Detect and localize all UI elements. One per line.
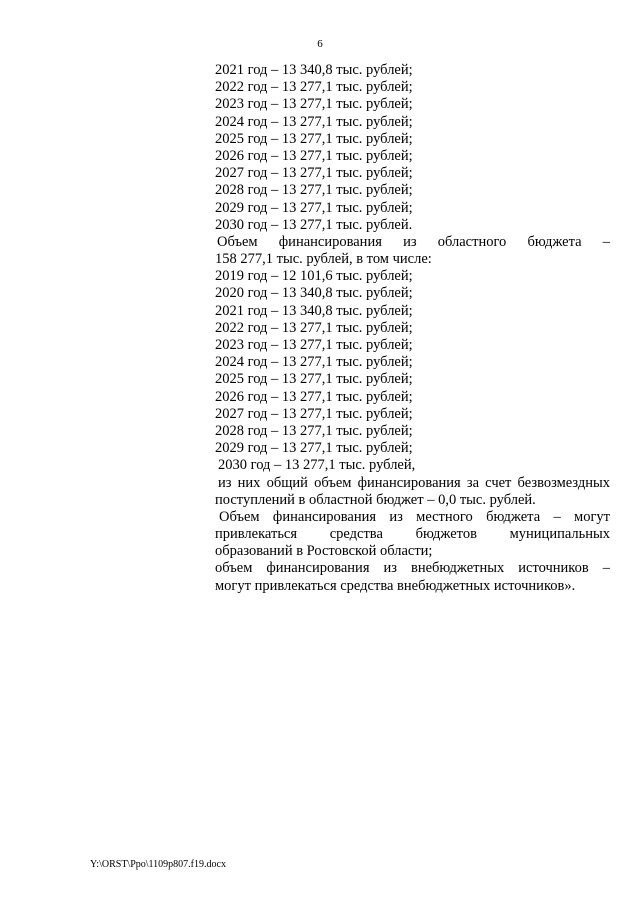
list-item: 2029 год – 13 277,1 тыс. рублей; — [215, 199, 413, 216]
list-item: 2019 год – 12 101,6 тыс. рублей; — [215, 268, 413, 285]
list-item: 2028 год – 13 277,1 тыс. рублей; — [215, 422, 413, 439]
list-item: 2023 год – 13 277,1 тыс. рублей; — [215, 337, 413, 353]
footer-file-path: Y:\ORST\Ppo\1109p807.f19.docx — [90, 859, 226, 870]
list-item: 2025 год – 13 277,1 тыс. рублей; — [215, 371, 413, 388]
yearly-funding-list-2 — [215, 268, 610, 474]
list-item: 2026 год – 13 277,1 тыс. рублей; — [215, 388, 413, 405]
list-item: 2027 год – 13 277,1 тыс. рублей; — [215, 165, 413, 182]
grants-paragraph-line2: поступлений в областной бюджет – 0,0 тыс. рублей. — [215, 491, 536, 508]
extrabudgetary-line1: объем финансирования из внебюджетных источников – — [215, 560, 610, 577]
local-budget-line2: привлекаться средства бюджетов муниципальных — [215, 526, 610, 543]
list-item: 2023 год – 13 277,1 тыс. рублей; — [215, 96, 413, 113]
extrabudgetary-line2: могут привлекаться средства внебюджетных источников». — [215, 577, 576, 594]
grants-paragraph-line1: из них общий объем финансирования за счет безвозмездных — [218, 474, 610, 491]
page-number: 6 — [317, 38, 323, 50]
list-item: 2024 год – 13 277,1 тыс. рублей; — [215, 113, 413, 130]
list-item: 2021 год – 13 340,8 тыс. рублей; — [215, 62, 413, 78]
list-item: 2024 год – 13 277,1 тыс. рублей; — [215, 354, 413, 371]
list-item: 2028 год – 13 277,1 тыс. рублей; — [215, 182, 413, 199]
list-item: 2020 год – 13 340,8 тыс. рублей; — [215, 285, 413, 302]
regional-budget-intro: Объем финансирования из областного бюджета – — [217, 233, 610, 250]
regional-budget-total: 158 277,1 тыс. рублей, в том числе: — [215, 251, 432, 268]
list-item: 2029 год – 13 277,1 тыс. рублей; — [215, 440, 413, 457]
yearly-funding-list-1 — [215, 62, 610, 234]
list-item: 2022 год – 13 277,1 тыс. рублей; — [215, 319, 413, 336]
list-item: 2025 год – 13 277,1 тыс. рублей; — [215, 130, 413, 147]
list-item: 2026 год – 13 277,1 тыс. рублей; — [215, 147, 413, 164]
list-item: 2030 год – 13 277,1 тыс. рублей, — [218, 457, 416, 474]
list-item: 2022 год – 13 277,1 тыс. рублей; — [215, 79, 413, 96]
local-budget-line3: образований в Ростовской области; — [215, 543, 433, 560]
list-item: 2027 год – 13 277,1 тыс. рублей; — [215, 405, 413, 422]
list-item: 2030 год – 13 277,1 тыс. рублей. — [215, 216, 413, 233]
document-body — [215, 62, 610, 595]
local-budget-line1: Объем финансирования из местного бюджета – могут — [219, 508, 610, 525]
list-item: 2021 год – 13 340,8 тыс. рублей; — [215, 302, 413, 319]
